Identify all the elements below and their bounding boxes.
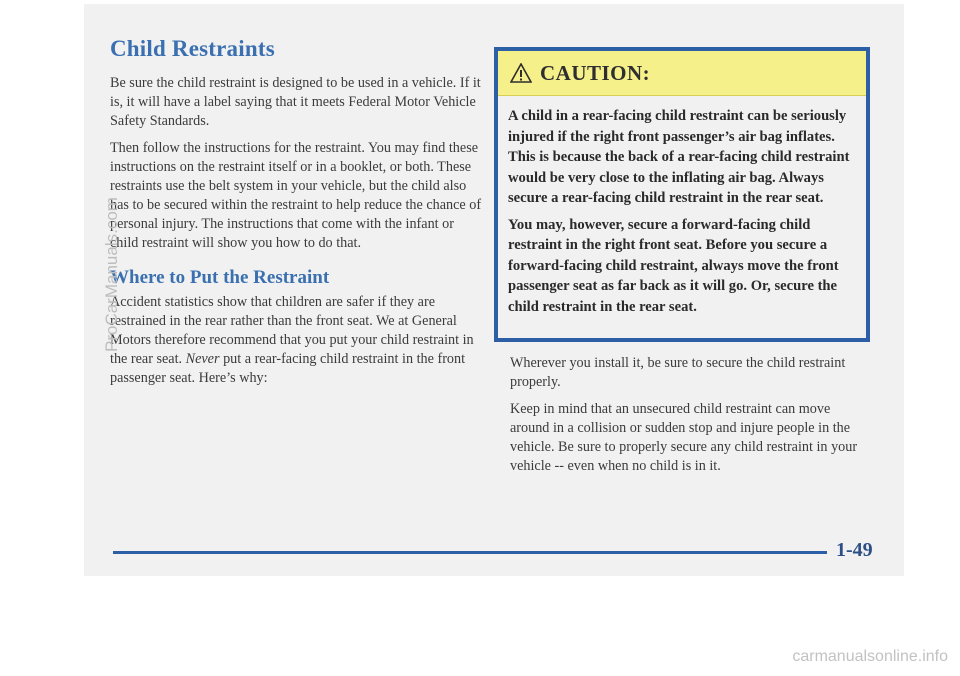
footer-rule (113, 551, 827, 554)
side-watermark: ProCarManuals.com (102, 197, 121, 352)
caution-paragraph-forward-facing: You may, however, secure a forward-facing child restraint in the right front seat. Before you secure a forward-facing child restraint, always move the front passenger seat as far back as it will go. Or, secure the child restraint in the rear seat. (508, 216, 839, 315)
page-number: 1-49 (836, 539, 873, 561)
caution-body (498, 96, 866, 317)
paragraph-accident-statistics: Accident statistics show that children are safer if they are restrained in the rear rather than the front seat. We at General Motors therefore recommend that you put your child restraint in the rear seat. Never put a rear-facing child restraint in the front passenger seat. Here’s why: (110, 294, 474, 386)
right-column (510, 354, 860, 484)
caution-box (494, 47, 870, 342)
caution-header (498, 51, 866, 96)
footer-watermark: carmanualsonline.info (792, 648, 948, 665)
left-column (110, 36, 482, 396)
caution-title: CAUTION: (540, 60, 651, 85)
paragraph-install-properly: Wherever you install it, be sure to secure the child restraint properly. (510, 355, 846, 390)
warning-triangle-icon (510, 63, 532, 83)
paragraph-instructions: Then follow the instructions for the restraint. You may find these instructions on the restraint itself or in a booklet, or both. These restraints use the belt system in your vehicle, but the child also has to be secured within the restraint to help reduce the chance of personal injury. The instructions that come with the infant or child restraint will show you how to do that. (110, 140, 482, 251)
paragraph-unsecured-restraint: Keep in mind that an unsecured child restraint can move around in a collision or sudden stop and injure people in the vehicle. Be sure to properly secure any child restraint in your vehicle -- even when no child is in it. (510, 401, 858, 474)
page-title: Child Restraints (110, 36, 275, 61)
emphasis-never: Never (185, 351, 220, 367)
paragraph-label-requirement: Be sure the child restraint is designed to be used in a vehicle. If it is, it will have a label saying that it meets Federal Motor Vehicle Safety Standards. (110, 75, 481, 129)
section-heading-where-to-put: Where to Put the Restraint (110, 267, 330, 288)
caution-paragraph-rear-facing: A child in a rear-facing child restraint can be seriously injured if the right front passenger’s air bag inflates. This is because the back of a rear-facing child restraint would be very close to the inflating air bag. Always secure a rear-facing child restraint in the rear seat. (508, 108, 850, 206)
